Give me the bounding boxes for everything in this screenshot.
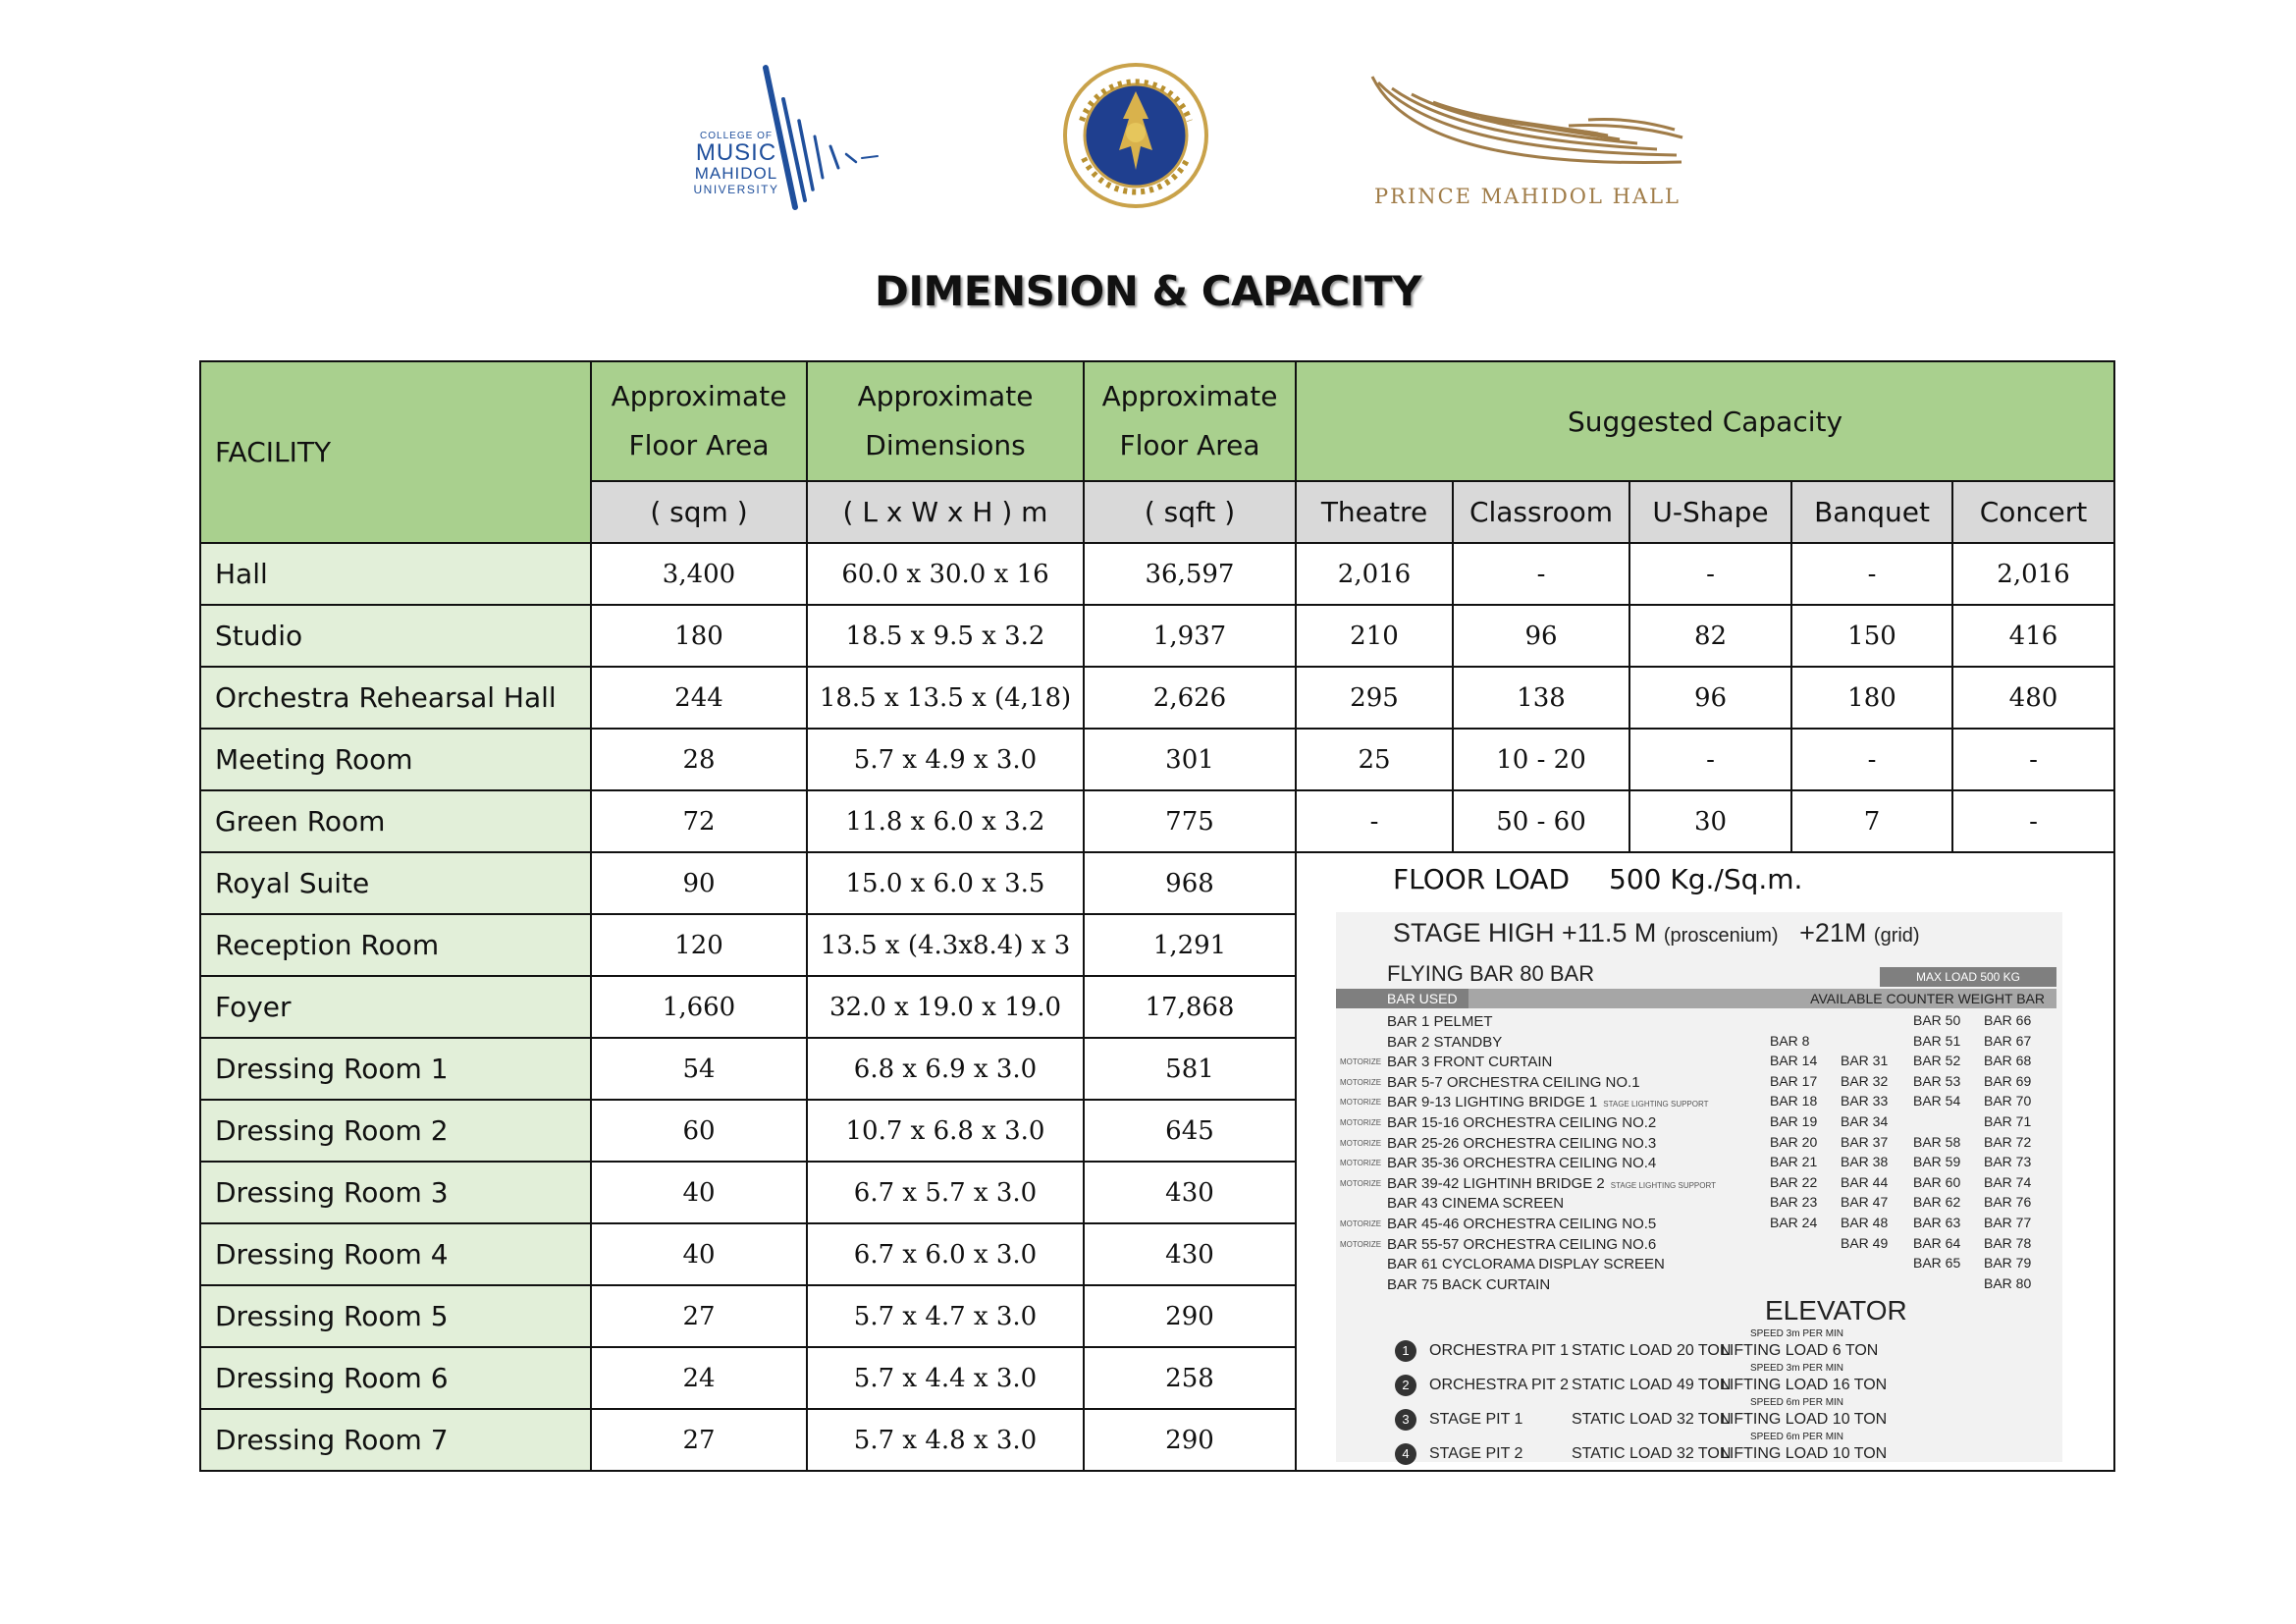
area-sqm: 60 bbox=[591, 1100, 807, 1162]
facility-name: Dressing Room 7 bbox=[200, 1409, 591, 1471]
stage-high-label: STAGE HIGH bbox=[1393, 918, 1555, 947]
dimensions: 18.5 x 13.5 x (4,18) bbox=[807, 667, 1084, 729]
dimensions: 5.7 x 4.9 x 3.0 bbox=[807, 729, 1084, 790]
table-row bbox=[200, 605, 2114, 667]
available-bar-item: BAR 64 bbox=[1913, 1234, 1961, 1251]
elevator-name: ORCHESTRA PIT 1 bbox=[1429, 1342, 1569, 1359]
available-bar-item: BAR 72 bbox=[1984, 1133, 2032, 1150]
facility-name: Dressing Room 4 bbox=[200, 1223, 591, 1285]
college-logo-line2: MUSIC bbox=[695, 139, 777, 166]
elevator-speed: SPEED 6m PER MIN bbox=[1750, 1432, 1844, 1442]
bar-used-name: BAR 15-16 ORCHESTRA CEILING NO.2 bbox=[1387, 1113, 1657, 1131]
college-logo-line4: UNIVERSITY bbox=[693, 183, 779, 196]
area-sqft: 430 bbox=[1084, 1162, 1296, 1223]
dimensions: 6.7 x 6.0 x 3.0 bbox=[807, 1223, 1084, 1285]
elevator-lifting-load: LIFTING LOAD 16 TON bbox=[1721, 1377, 1888, 1393]
elevator-name: STAGE PIT 1 bbox=[1429, 1411, 1523, 1428]
elevator-number-icon: 4 bbox=[1395, 1443, 1416, 1465]
header-area-sqft-line2: Floor Area bbox=[1119, 429, 1260, 461]
dimensions: 6.7 x 5.7 x 3.0 bbox=[807, 1162, 1084, 1223]
bar-used-name: BAR 9-13 LIGHTING BRIDGE 1 STAGE LIGHTING SUPPORT bbox=[1387, 1094, 1709, 1111]
grid-value: +21M bbox=[1799, 918, 1867, 947]
area-sqft: 36,597 bbox=[1084, 543, 1296, 605]
facility-name: Dressing Room 5 bbox=[200, 1285, 591, 1347]
floor-load-label: FLOOR LOAD bbox=[1393, 863, 1571, 895]
elevator-name: ORCHESTRA PIT 2 bbox=[1429, 1377, 1569, 1393]
capacity-theatre: 25 bbox=[1296, 729, 1453, 790]
capacity-u-shape: 30 bbox=[1629, 790, 1791, 852]
dimensions: 5.7 x 4.8 x 3.0 bbox=[807, 1409, 1084, 1471]
capacity-classroom: 50 - 60 bbox=[1453, 790, 1629, 852]
header-area-sqft-line1: Approximate bbox=[1101, 380, 1278, 412]
motorize-tag: MOTORIZE bbox=[1340, 1239, 1382, 1249]
bar-used-item bbox=[1336, 1093, 1778, 1113]
available-bar-item: BAR 34 bbox=[1841, 1113, 1889, 1129]
available-bar-item: BAR 54 bbox=[1913, 1093, 1961, 1110]
available-bar-item: BAR 80 bbox=[1984, 1274, 2032, 1291]
capacity-concert: 480 bbox=[1952, 667, 2114, 729]
capacity-banquet: 180 bbox=[1791, 667, 1952, 729]
capacity-u-shape: 82 bbox=[1629, 605, 1791, 667]
header-suggested-capacity: Suggested Capacity bbox=[1296, 361, 2114, 481]
area-sqm: 27 bbox=[591, 1285, 807, 1347]
bar-used-item bbox=[1336, 1073, 1778, 1094]
bar-used-item bbox=[1336, 1113, 1778, 1134]
area-sqft: 645 bbox=[1084, 1100, 1296, 1162]
flying-bar-label: FLYING BAR 80 BAR bbox=[1387, 961, 1595, 986]
available-bar-item: BAR 44 bbox=[1841, 1173, 1889, 1190]
area-sqft: 301 bbox=[1084, 729, 1296, 790]
stage-high-value: +11.5 M bbox=[1562, 918, 1657, 947]
elevator-static-load: STATIC LOAD 32 TON bbox=[1572, 1445, 1732, 1462]
available-bar-item: BAR 17 bbox=[1770, 1072, 1818, 1089]
capacity-u-shape: - bbox=[1629, 543, 1791, 605]
available-bar-item: BAR 49 bbox=[1841, 1234, 1889, 1251]
bar-used-list bbox=[1336, 1012, 1778, 1295]
area-sqm: 1,660 bbox=[591, 976, 807, 1038]
bar-used-item bbox=[1336, 1255, 1778, 1275]
capacity-classroom: 96 bbox=[1453, 605, 1629, 667]
area-sqft: 1,937 bbox=[1084, 605, 1296, 667]
college-logo-stripes bbox=[756, 60, 903, 222]
table-row bbox=[200, 543, 2114, 605]
stage-info-wrap bbox=[1297, 853, 2108, 1467]
bar-used-name: BAR 5-7 ORCHESTRA CEILING NO.1 bbox=[1387, 1073, 1640, 1091]
header-dimensions-line1: Approximate bbox=[857, 380, 1034, 412]
area-sqm: 244 bbox=[591, 667, 807, 729]
floor-load-value: 500 Kg./Sq.m. bbox=[1609, 863, 1803, 895]
bar-used-item bbox=[1336, 1033, 1778, 1054]
elevator-static-load: STATIC LOAD 20 TON bbox=[1572, 1342, 1732, 1359]
elevator-speed: SPEED 3m PER MIN bbox=[1750, 1328, 1844, 1339]
available-bar-item: BAR 69 bbox=[1984, 1072, 2032, 1089]
capacity-classroom: - bbox=[1453, 543, 1629, 605]
bar-used-name: BAR 45-46 ORCHESTRA CEILING NO.5 bbox=[1387, 1215, 1657, 1232]
bar-used-item bbox=[1336, 1154, 1778, 1174]
stage-info-panel bbox=[1296, 852, 2114, 1471]
dimensions: 10.7 x 6.8 x 3.0 bbox=[807, 1100, 1084, 1162]
dimensions: 11.8 x 6.0 x 3.2 bbox=[807, 790, 1084, 852]
available-bar-item: BAR 74 bbox=[1984, 1173, 2032, 1190]
facility-name: Hall bbox=[200, 543, 591, 605]
elevator-static-load: STATIC LOAD 32 TON bbox=[1572, 1411, 1732, 1428]
area-sqm: 28 bbox=[591, 729, 807, 790]
available-bar-item: BAR 48 bbox=[1841, 1215, 1889, 1230]
dimensions: 18.5 x 9.5 x 3.2 bbox=[807, 605, 1084, 667]
table-row bbox=[200, 852, 2114, 914]
elevator-static-load: STATIC LOAD 49 TON bbox=[1572, 1377, 1732, 1393]
bar-used-item bbox=[1336, 1174, 1778, 1195]
bar-used-name: BAR 1 PELMET bbox=[1387, 1013, 1493, 1030]
available-bar-item: BAR 37 bbox=[1841, 1133, 1889, 1150]
available-bar-item: BAR 58 bbox=[1913, 1133, 1961, 1150]
bar-used-name: BAR 35-36 ORCHESTRA CEILING NO.4 bbox=[1387, 1155, 1657, 1172]
bar-used-item bbox=[1336, 1053, 1778, 1073]
table-row bbox=[200, 667, 2114, 729]
available-bar-item: BAR 68 bbox=[1984, 1053, 2032, 1069]
prince-mahidol-hall-logo bbox=[1362, 69, 1696, 216]
dimensions: 6.8 x 6.9 x 3.0 bbox=[807, 1038, 1084, 1100]
facility-name: Royal Suite bbox=[200, 852, 591, 914]
motorize-tag: MOTORIZE bbox=[1340, 1098, 1382, 1108]
bar-used-item bbox=[1336, 1194, 1778, 1215]
capacity-u-shape: - bbox=[1629, 729, 1791, 790]
header-area-sqm-line1: Approximate bbox=[611, 380, 787, 412]
header-facility: FACILITY bbox=[200, 361, 591, 543]
available-bar-item: BAR 8 bbox=[1770, 1032, 1810, 1049]
logo-bar bbox=[0, 54, 2296, 226]
area-sqm: 40 bbox=[591, 1223, 807, 1285]
available-bar-item: BAR 32 bbox=[1841, 1072, 1889, 1089]
header-dimensions bbox=[807, 361, 1084, 481]
header-classroom: Classroom bbox=[1453, 481, 1629, 543]
header-area-sqm-line2: Floor Area bbox=[628, 429, 770, 461]
bar-used-note: STAGE LIGHTING SUPPORT bbox=[1610, 1180, 1717, 1190]
bar-used-item bbox=[1336, 1235, 1778, 1256]
bar-used-name: BAR 61 CYCLORAMA DISPLAY SCREEN bbox=[1387, 1256, 1665, 1273]
capacity-theatre: 210 bbox=[1296, 605, 1453, 667]
motorize-tag: MOTORIZE bbox=[1340, 1159, 1382, 1168]
facility-name: Dressing Room 6 bbox=[200, 1347, 591, 1409]
area-sqm: 27 bbox=[591, 1409, 807, 1471]
area-sqm: 3,400 bbox=[591, 543, 807, 605]
elevator-lifting-load: LIFTING LOAD 6 TON bbox=[1721, 1342, 1879, 1359]
available-bar-item: BAR 66 bbox=[1984, 1012, 2032, 1028]
elevator-lifting-load: LIFTING LOAD 10 TON bbox=[1721, 1445, 1888, 1462]
available-bar-item: BAR 76 bbox=[1984, 1194, 2032, 1211]
header-unit-dimensions: ( L x W x H ) m bbox=[807, 481, 1084, 543]
available-bar-item: BAR 63 bbox=[1913, 1215, 1961, 1230]
available-bar-item: BAR 65 bbox=[1913, 1255, 1961, 1272]
available-bar-item: BAR 60 bbox=[1913, 1173, 1961, 1190]
dimensions: 32.0 x 19.0 x 19.0 bbox=[807, 976, 1084, 1038]
hall-logo-wing bbox=[1362, 69, 1696, 182]
area-sqft: 775 bbox=[1084, 790, 1296, 852]
area-sqm: 180 bbox=[591, 605, 807, 667]
available-bar-item: BAR 62 bbox=[1913, 1194, 1961, 1211]
grid-label: (grid) bbox=[1873, 925, 1920, 947]
bar-used-item bbox=[1336, 1012, 1778, 1033]
dimensions: 5.7 x 4.4 x 3.0 bbox=[807, 1347, 1084, 1409]
header-area-sqft bbox=[1084, 361, 1296, 481]
available-bar-item: BAR 79 bbox=[1984, 1255, 2032, 1272]
header-banquet: Banquet bbox=[1791, 481, 1952, 543]
available-bar-item: BAR 24 bbox=[1770, 1215, 1818, 1230]
capacity-concert: 2,016 bbox=[1952, 543, 2114, 605]
header-theatre: Theatre bbox=[1296, 481, 1453, 543]
elevator-lifting-load: LIFTING LOAD 10 TON bbox=[1721, 1411, 1888, 1428]
bar-used-name: BAR 39-42 LIGHTINH BRIDGE 2 STAGE LIGHTING SUPPORT bbox=[1387, 1174, 1717, 1192]
motorize-tag: MOTORIZE bbox=[1340, 1117, 1382, 1127]
dimensions: 13.5 x (4.3x8.4) x 3 bbox=[807, 914, 1084, 976]
available-bar-item: BAR 51 bbox=[1913, 1032, 1961, 1049]
facility-name: Dressing Room 1 bbox=[200, 1038, 591, 1100]
bar-used-item bbox=[1336, 1215, 1778, 1235]
header-area-sqm bbox=[591, 361, 807, 481]
area-sqft: 17,868 bbox=[1084, 976, 1296, 1038]
dimensions: 5.7 x 4.7 x 3.0 bbox=[807, 1285, 1084, 1347]
available-bar-item: BAR 67 bbox=[1984, 1032, 2032, 1049]
page-title: DIMENSION & CAPACITY bbox=[875, 267, 1421, 315]
facility-name: Studio bbox=[200, 605, 591, 667]
area-sqm: 72 bbox=[591, 790, 807, 852]
facility-name: Meeting Room bbox=[200, 729, 591, 790]
area-sqft: 968 bbox=[1084, 852, 1296, 914]
bar-used-item bbox=[1336, 1134, 1778, 1155]
max-load-badge: MAX LOAD 500 KG bbox=[1880, 967, 2056, 987]
facility-name: Dressing Room 2 bbox=[200, 1100, 591, 1162]
available-bar-item: BAR 21 bbox=[1770, 1154, 1818, 1170]
capacity-table bbox=[199, 360, 2115, 1472]
bar-used-item bbox=[1336, 1275, 1778, 1296]
facility-name: Reception Room bbox=[200, 914, 591, 976]
available-bar-item: BAR 53 bbox=[1913, 1072, 1961, 1089]
table-row bbox=[200, 790, 2114, 852]
area-sqm: 54 bbox=[591, 1038, 807, 1100]
available-bar-item: BAR 59 bbox=[1913, 1154, 1961, 1170]
facility-name: Orchestra Rehearsal Hall bbox=[200, 667, 591, 729]
available-bar-item: BAR 78 bbox=[1984, 1234, 2032, 1251]
motorize-tag: MOTORIZE bbox=[1340, 1178, 1382, 1188]
available-bar-item: BAR 52 bbox=[1913, 1053, 1961, 1069]
motorize-tag: MOTORIZE bbox=[1340, 1138, 1382, 1148]
area-sqm: 40 bbox=[591, 1162, 807, 1223]
available-bar-item: BAR 70 bbox=[1984, 1093, 2032, 1110]
header-unit-sqm: ( sqm ) bbox=[591, 481, 807, 543]
area-sqft: 581 bbox=[1084, 1038, 1296, 1100]
hall-logo-text: PRINCE MAHIDOL HALL bbox=[1374, 185, 1682, 208]
stage-high bbox=[1393, 918, 1920, 948]
available-bar-item: BAR 33 bbox=[1841, 1093, 1889, 1110]
area-sqft: 290 bbox=[1084, 1409, 1296, 1471]
area-sqft: 1,291 bbox=[1084, 914, 1296, 976]
available-bar-item: BAR 50 bbox=[1913, 1012, 1961, 1028]
bar-used-note: STAGE LIGHTING SUPPORT bbox=[1603, 1100, 1709, 1110]
header-unit-sqft: ( sqft ) bbox=[1084, 481, 1296, 543]
stage-diagram bbox=[1336, 912, 2062, 1462]
available-bar-item: BAR 73 bbox=[1984, 1154, 2032, 1170]
dimensions: 15.0 x 6.0 x 3.5 bbox=[807, 852, 1084, 914]
bar-used-name: BAR 55-57 ORCHESTRA CEILING NO.6 bbox=[1387, 1235, 1657, 1253]
area-sqft: 290 bbox=[1084, 1285, 1296, 1347]
available-bar-item: BAR 23 bbox=[1770, 1194, 1818, 1211]
college-logo-line3: MAHIDOL bbox=[694, 164, 778, 183]
capacity-theatre: 2,016 bbox=[1296, 543, 1453, 605]
capacity-concert: - bbox=[1952, 729, 2114, 790]
available-bar-item: BAR 18 bbox=[1770, 1093, 1818, 1110]
elevator-number-icon: 1 bbox=[1395, 1340, 1416, 1362]
motorize-tag: MOTORIZE bbox=[1340, 1218, 1382, 1228]
area-sqm: 90 bbox=[591, 852, 807, 914]
header-dimensions-line2: Dimensions bbox=[865, 429, 1026, 461]
elevator-title: ELEVATOR bbox=[1765, 1295, 1907, 1326]
elevator-speed: SPEED 3m PER MIN bbox=[1750, 1363, 1844, 1374]
area-sqft: 258 bbox=[1084, 1347, 1296, 1409]
elevator-number-icon: 3 bbox=[1395, 1409, 1416, 1431]
capacity-banquet: 150 bbox=[1791, 605, 1952, 667]
capacity-concert: - bbox=[1952, 790, 2114, 852]
area-sqm: 24 bbox=[591, 1347, 807, 1409]
elevator-name: STAGE PIT 2 bbox=[1429, 1445, 1523, 1462]
capacity-concert: 416 bbox=[1952, 605, 2114, 667]
capacity-banquet: - bbox=[1791, 543, 1952, 605]
capacity-classroom: 138 bbox=[1453, 667, 1629, 729]
area-sqft: 430 bbox=[1084, 1223, 1296, 1285]
proscenium-label: (proscenium) bbox=[1663, 925, 1779, 947]
header-concert: Concert bbox=[1952, 481, 2114, 543]
area-sqft: 2,626 bbox=[1084, 667, 1296, 729]
area-sqm: 120 bbox=[591, 914, 807, 976]
available-bar-item: BAR 22 bbox=[1770, 1173, 1818, 1190]
table-row bbox=[200, 729, 2114, 790]
available-bar-label: AVAILABLE COUNTER WEIGHT BAR bbox=[1810, 991, 2045, 1006]
available-bar-item: BAR 20 bbox=[1770, 1133, 1818, 1150]
motorize-tag: MOTORIZE bbox=[1340, 1077, 1382, 1087]
bar-used-name: BAR 43 CINEMA SCREEN bbox=[1387, 1195, 1565, 1213]
seal-icon bbox=[1062, 62, 1209, 209]
available-bar-item: BAR 71 bbox=[1984, 1113, 2032, 1129]
bar-used-name: BAR 75 BACK CURTAIN bbox=[1387, 1275, 1551, 1293]
facility-name: Foyer bbox=[200, 976, 591, 1038]
available-bar-item: BAR 14 bbox=[1770, 1053, 1818, 1069]
available-bar-item: BAR 19 bbox=[1770, 1113, 1818, 1129]
capacity-banquet: 7 bbox=[1791, 790, 1952, 852]
bar-used-label: BAR USED bbox=[1336, 989, 1468, 1008]
available-bar-item: BAR 77 bbox=[1984, 1215, 2032, 1230]
available-bar-item: BAR 31 bbox=[1841, 1053, 1889, 1069]
motorize-tag: MOTORIZE bbox=[1340, 1057, 1382, 1067]
college-logo-line1: COLLEGE OF bbox=[700, 131, 773, 141]
college-of-music-logo bbox=[677, 60, 903, 217]
capacity-u-shape: 96 bbox=[1629, 667, 1791, 729]
dimensions: 60.0 x 30.0 x 16 bbox=[807, 543, 1084, 605]
elevator-number-icon: 2 bbox=[1395, 1375, 1416, 1396]
bar-used-name: BAR 2 STANDBY bbox=[1387, 1033, 1503, 1051]
capacity-theatre: - bbox=[1296, 790, 1453, 852]
floor-load bbox=[1393, 863, 1802, 895]
available-bar-grid bbox=[1770, 1012, 2055, 1297]
available-bar-item: BAR 38 bbox=[1841, 1154, 1889, 1170]
capacity-banquet: - bbox=[1791, 729, 1952, 790]
facility-name: Dressing Room 3 bbox=[200, 1162, 591, 1223]
mahidol-university-seal bbox=[1062, 62, 1209, 209]
bar-used-name: BAR 25-26 ORCHESTRA CEILING NO.3 bbox=[1387, 1134, 1657, 1152]
available-bar-item: BAR 47 bbox=[1841, 1194, 1889, 1211]
facility-name: Green Room bbox=[200, 790, 591, 852]
capacity-classroom: 10 - 20 bbox=[1453, 729, 1629, 790]
bar-used-name: BAR 3 FRONT CURTAIN bbox=[1387, 1054, 1553, 1071]
header-u-shape: U-Shape bbox=[1629, 481, 1791, 543]
elevator-speed: SPEED 6m PER MIN bbox=[1750, 1397, 1844, 1408]
capacity-theatre: 295 bbox=[1296, 667, 1453, 729]
